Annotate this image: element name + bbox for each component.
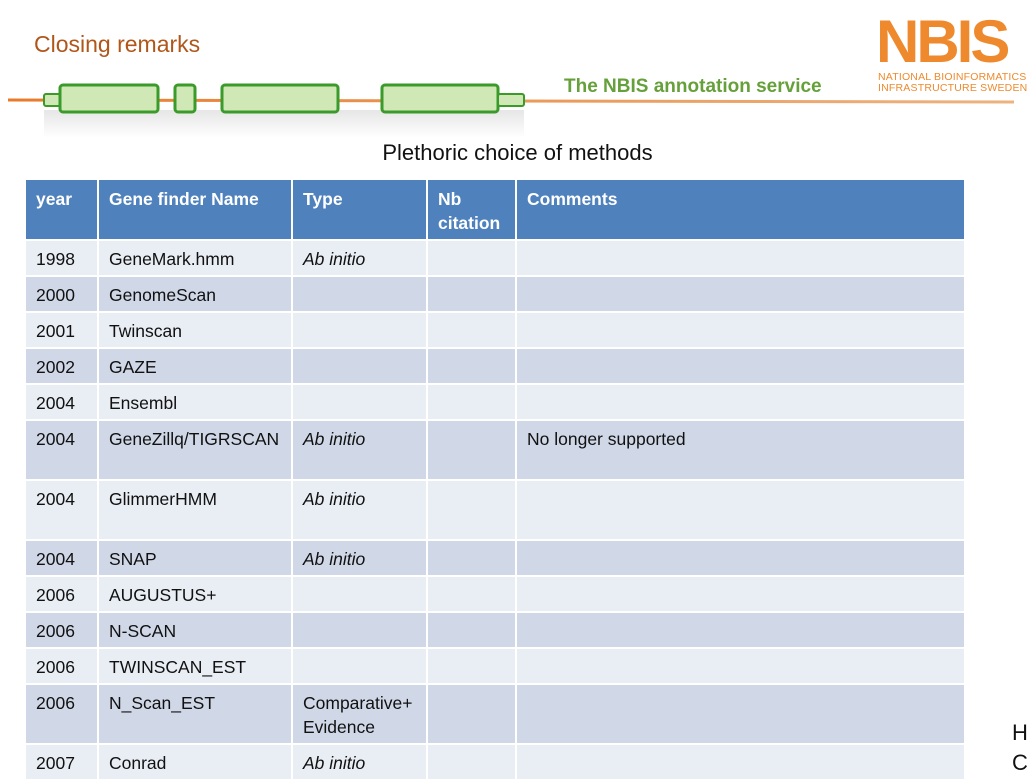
cell-type: Ab initio — [292, 744, 427, 780]
table-row — [25, 744, 965, 780]
cell-comments — [516, 384, 965, 420]
cell-year: 2004 — [25, 384, 98, 420]
table-row — [25, 648, 965, 684]
cell-year: 2001 — [25, 312, 98, 348]
table-row — [25, 384, 965, 420]
cell-type — [292, 612, 427, 648]
cell-comments — [516, 684, 965, 744]
cell-citation — [427, 684, 516, 744]
cell-name: N_Scan_EST — [98, 684, 292, 744]
gene-utr-right — [498, 94, 524, 106]
cell-citation — [427, 576, 516, 612]
cell-year: 2004 — [25, 540, 98, 576]
cell-name: GAZE — [98, 348, 292, 384]
cell-type — [292, 348, 427, 384]
section-title: Closing remarks — [34, 31, 201, 57]
cell-citation — [427, 420, 516, 480]
gene-shadow — [44, 110, 524, 138]
gene-exon-1 — [60, 85, 158, 112]
cell-comments — [516, 540, 965, 576]
cell-comments — [516, 240, 965, 276]
logo-letters: NBIS — [876, 8, 1008, 75]
cell-type — [292, 384, 427, 420]
cell-type: Comparative+ Evidence — [292, 684, 427, 744]
cell-year: 2006 — [25, 684, 98, 744]
gene-exon-3 — [222, 85, 338, 112]
gene-model-banner — [0, 80, 1024, 140]
table-row — [25, 348, 965, 384]
logo-line-2: INFRASTRUCTURE SWEDEN — [878, 82, 1028, 94]
cell-name: Twinscan — [98, 312, 292, 348]
table-row — [25, 420, 965, 480]
subtitle: The NBIS annotation service — [564, 76, 822, 97]
cell-year: 2004 — [25, 480, 98, 540]
cell-type: Ab initio — [292, 540, 427, 576]
cell-name: AUGUSTUS+ — [98, 576, 292, 612]
cell-name: SNAP — [98, 540, 292, 576]
cell-name: N-SCAN — [98, 612, 292, 648]
cell-comments — [516, 348, 965, 384]
cell-citation — [427, 348, 516, 384]
cell-year: 1998 — [25, 240, 98, 276]
cell-type — [292, 312, 427, 348]
column-header-comments: Comments — [516, 179, 965, 240]
cell-year: 2004 — [25, 420, 98, 480]
cell-citation — [427, 384, 516, 420]
gene-exon-2 — [175, 85, 195, 112]
cell-year: 2007 — [25, 744, 98, 780]
gene-exon-4 — [382, 85, 498, 112]
table-row — [25, 684, 965, 744]
logo-line-1: NATIONAL BIOINFORMATICS — [878, 71, 1027, 83]
table-row — [25, 240, 965, 276]
cell-type: Ab initio — [292, 420, 427, 480]
cell-type — [292, 576, 427, 612]
cell-citation — [427, 276, 516, 312]
cell-name: Ensembl — [98, 384, 292, 420]
cell-type — [292, 276, 427, 312]
cell-comments — [516, 612, 965, 648]
methods-table — [24, 178, 966, 781]
table-row — [25, 312, 965, 348]
cell-comments — [516, 312, 965, 348]
cell-name: GeneZillq/TIGRSCAN — [98, 420, 292, 480]
column-header-type: Type — [292, 179, 427, 240]
cell-citation — [427, 480, 516, 540]
cell-year: 2006 — [25, 612, 98, 648]
cell-type: Ab initio — [292, 480, 427, 540]
cell-citation — [427, 612, 516, 648]
cell-type — [292, 648, 427, 684]
cell-type: Ab initio — [292, 240, 427, 276]
cell-year: 2000 — [25, 276, 98, 312]
table-row — [25, 576, 965, 612]
column-header-name: Gene finder Name — [98, 179, 292, 240]
cell-name: GenomeScan — [98, 276, 292, 312]
cell-comments — [516, 744, 965, 780]
slide-heading: Plethoric choice of methods — [382, 140, 653, 165]
gene-utr-left — [44, 94, 60, 106]
cell-comments — [516, 648, 965, 684]
cell-citation — [427, 240, 516, 276]
table-row — [25, 480, 965, 540]
table-row — [25, 276, 965, 312]
cell-year: 2002 — [25, 348, 98, 384]
table-row — [25, 612, 965, 648]
cell-citation — [427, 540, 516, 576]
cell-name: TWINSCAN_EST — [98, 648, 292, 684]
cell-citation — [427, 648, 516, 684]
cell-comments — [516, 480, 965, 540]
edge-text: H C — [1012, 720, 1028, 775]
table-header-row — [25, 179, 965, 240]
cell-comments: No longer supported — [516, 420, 965, 480]
cell-year: 2006 — [25, 648, 98, 684]
cell-comments — [516, 276, 965, 312]
cell-name: Conrad — [98, 744, 292, 780]
cell-citation — [427, 744, 516, 780]
column-header-year: year — [25, 179, 98, 240]
table-row — [25, 540, 965, 576]
cell-citation — [427, 312, 516, 348]
cell-year: 2006 — [25, 576, 98, 612]
column-header-citation: Nb citation — [427, 179, 516, 240]
cell-name: GeneMark.hmm — [98, 240, 292, 276]
cell-comments — [516, 576, 965, 612]
cell-name: GlimmerHMM — [98, 480, 292, 540]
